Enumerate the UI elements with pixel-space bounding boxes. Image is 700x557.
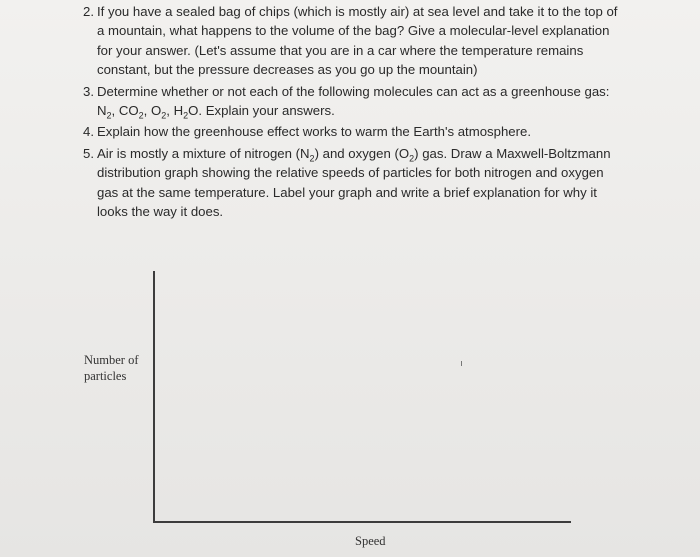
question-text-part1: Air is mostly a mixture of nitrogen ( xyxy=(97,145,301,161)
question-text-part3: ) gas. Draw a Maxwell-Boltzmann distribution graph showing the relative speeds of particles for both nitrogen and oxygen gas at the same temperature. Label your graph and write a brief explanation for why it looks the way it does. xyxy=(97,145,611,220)
question-4 xyxy=(83,122,623,141)
question-text-lead: Determine whether or not each of the following molecules can act as a greenhouse gas: xyxy=(97,83,610,99)
question-text xyxy=(97,146,611,219)
question-number: 3. xyxy=(83,83,94,99)
graph-y-axis xyxy=(153,271,155,523)
question-text-part2: ) and oxygen ( xyxy=(314,145,399,161)
question-number: 2. xyxy=(83,4,94,19)
question-list xyxy=(83,2,623,223)
question-text: Explain how the greenhouse effect works to warm the Earth's atmosphere. xyxy=(97,124,532,140)
formula-h2o: $H_2O$ xyxy=(173,103,199,121)
formula-nitrogen: $N_2$ xyxy=(300,145,315,164)
question-2 xyxy=(83,2,623,80)
formula-co2: $CO_2$ xyxy=(118,103,144,121)
x-axis-label: Speed xyxy=(355,534,386,548)
formula-oxygen: $O_2$ xyxy=(398,145,415,164)
question-text: Determine whether or not each of the following molecules can act as a greenhouse gas: $N_2$, $CO_2$, $O_2$, $H_2O$. Explain your answers. xyxy=(97,83,610,121)
question-number: 5. xyxy=(83,145,94,161)
y-axis-label: Number of particles xyxy=(84,353,139,383)
question-number: 4. xyxy=(83,124,94,140)
pencil-mark xyxy=(461,361,462,366)
graph-x-axis xyxy=(153,521,571,523)
question-3 xyxy=(83,82,623,121)
question-5 xyxy=(83,144,623,222)
question-text: If you have a sealed bag of chips (which is mostly air) at sea level and take it to the top of a mountain, what happens to the volume of the bag? Give a molecular-level explanation for your answer. (Let's assume that you are in a car where the temperature remains constant, but the pressure decreases as you go up the mountain) xyxy=(97,4,618,78)
question-text-tail: . Explain your answers. xyxy=(198,103,335,119)
formula-n2: $N_2$ xyxy=(97,103,112,121)
formula-o2: $O_2$ xyxy=(151,103,167,121)
